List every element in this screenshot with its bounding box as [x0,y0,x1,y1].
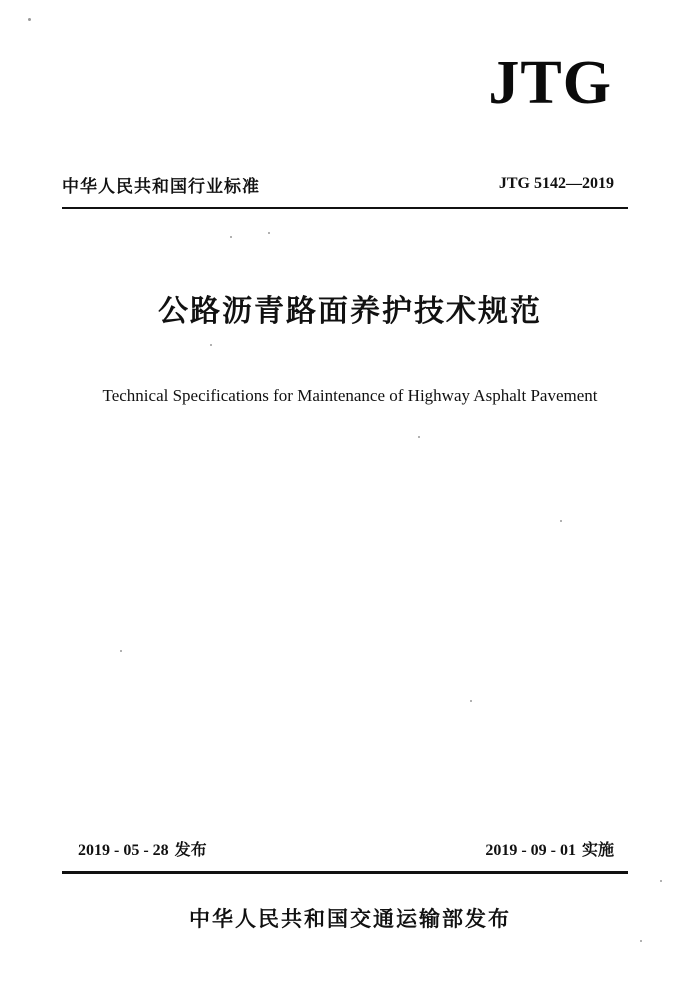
standard-category: 中华人民共和国行业标准 [62,177,260,197]
document-title-english: Technical Specifications for Maintenance of Highway Asphalt Pavement [102,386,598,405]
scan-speck [418,436,420,438]
scan-speck [120,650,122,652]
implementation-date: 2019 - 09 - 01 [485,842,576,859]
scan-speck [268,232,270,234]
standard-number: JTG 5142—2019 [498,175,614,192]
scan-speck [560,520,562,522]
implementation-date-line [485,837,614,860]
footer-divider [62,871,628,874]
header-divider [62,207,628,209]
issue-date-line [78,837,207,860]
scan-speck [640,940,642,942]
implementation-label: 实施 [581,840,614,859]
document-title-chinese: 公路沥青路面养护技术规范 [158,294,542,329]
scan-speck [28,18,31,21]
scan-speck [230,236,232,238]
publisher: 中华人民共和国交通运输部发布 [189,907,511,931]
issue-date: 2019 - 05 - 28 [78,842,169,859]
scan-speck [660,880,662,882]
jtg-logo: JTG [488,49,612,117]
issue-label: 发布 [174,840,207,859]
scan-speck [210,344,212,346]
scan-speck [470,700,472,702]
